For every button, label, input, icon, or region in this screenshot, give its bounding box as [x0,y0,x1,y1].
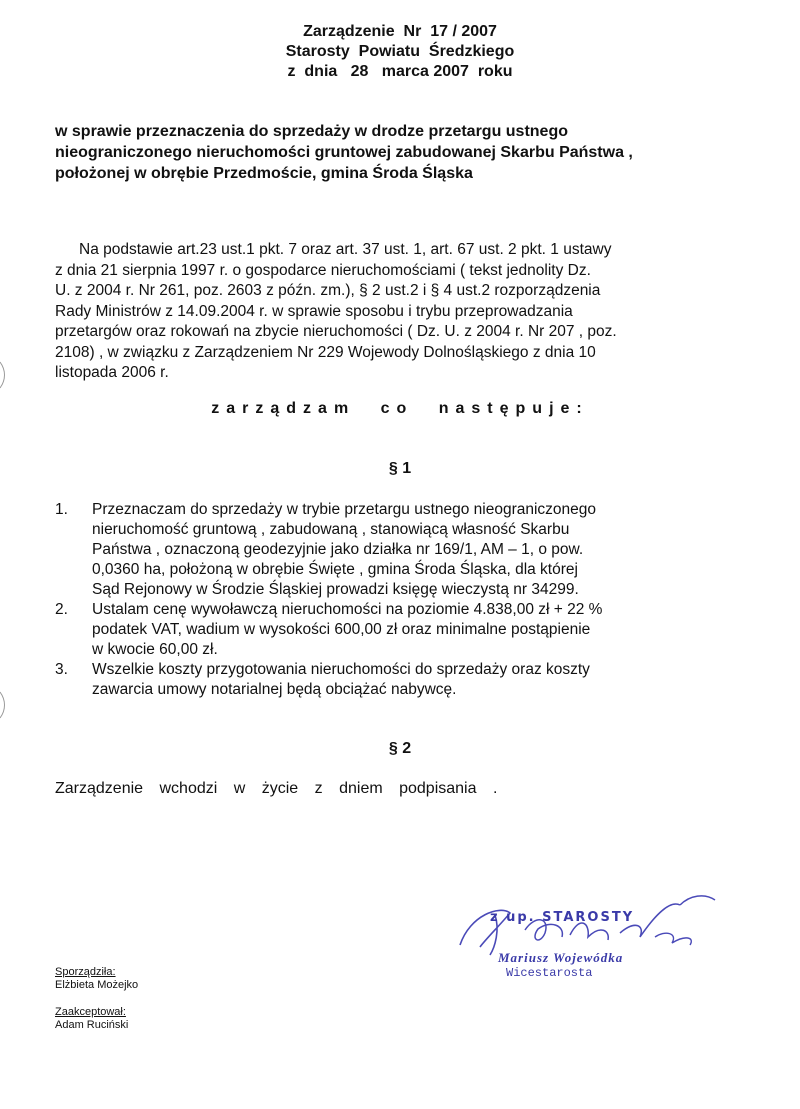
item-text [92,600,745,660]
item-line: Wszelkie koszty przygotowania nieruchomości do sprzedaży oraz koszty [92,661,590,678]
item-number: 1. [55,501,68,518]
prepared-by-name: Elżbieta Możejko [55,979,139,991]
section-1-list [55,500,745,700]
item-line: podatek VAT, wadium w wysokości 600,00 zł oraz minimalne postąpienie [92,621,591,638]
issuer: Starosty Powiatu Średzkiego [285,43,515,60]
decree-subject [55,121,735,184]
item-line: w kwocie 60,00 zł. [92,641,218,658]
subject-line: nieograniczonego nieruchomości gruntowej zabudowanej Skarbu Państwa , [55,144,633,161]
decree-number: Zarządzenie Nr 17 / 2007 [303,23,497,40]
item-line: zawarcia umowy notarialnej będą obciążać nabywcę. [92,681,457,698]
item-line: 0,0360 ha, położoną w obrębie Święte , gmina Środa Śląska, dla której [92,561,578,578]
section-1-heading: § 1 [388,460,412,477]
paragraph-line: listopada 2006 r. [55,364,169,381]
item-text [92,660,745,700]
subject-line: położonej w obrębie Przedmoście, gmina Środa Śląska [55,165,473,182]
item-line: nieruchomość gruntową , zabudowaną , stanowiącą własność Skarbu [92,521,570,538]
accepted-by-label: Zaakceptował: [55,1006,126,1018]
paragraph-line: U. z 2004 r. Nr 261, poz. 2603 z późn. zm.), § 2 ust.2 i § 4 ust.2 rozporządzenia [55,282,601,299]
stamp-name: Mariusz Wojewódka [498,950,624,965]
section-2-text: Zarządzenie wchodzi w życie z dniem podpisania . [55,780,498,797]
item-line: Ustalam cenę wywoławczą nieruchomości na poziomie 4.838,00 zł + 22 % [92,601,603,618]
paragraph-line: Rady Ministrów z 14.09.2004 r. w sprawie sposobu i trybu przeprowadzania [55,302,573,320]
prepared-by [55,966,138,992]
list-item [55,660,745,700]
item-number: 3. [55,661,68,678]
paragraph-line: 2108) , w związku z Zarządzeniem Nr 229 Wojewody Dolnośląskiego z dnia 10 [55,343,596,361]
section-2-heading: § 2 [388,740,412,757]
item-line: Przeznaczam do sprzedaży w trybie przetargu ustnego nieograniczonego [92,501,597,518]
legal-basis-paragraph [55,240,745,384]
paragraph-line: Na podstawie art.23 ust.1 pkt. 7 oraz art. 37 ust. 1, art. 67 ust. 2 pkt. 1 ustawy [79,241,612,258]
decree-statement: zarządzam co następuje: [211,400,589,417]
punch-hole-mark [0,690,8,720]
paragraph-line: z dnia 21 sierpnia 1997 r. o gospodarce nieruchomościami ( tekst jednolity Dz. [55,261,591,279]
item-line: Sąd Rejonowy w Środzie Śląskiej prowadzi księgę wieczystą nr 34299. [92,581,579,598]
decree-date: z dnia 28 marca 2007 roku [287,63,513,80]
item-text [92,500,745,600]
prepared-by-label: Sporządziła: [55,966,116,978]
punch-hole-mark [0,360,8,390]
stamp-title: z up. STAROSTY [490,910,635,925]
accepted-by-name: Adam Ruciński [55,1019,129,1031]
list-item [55,500,745,600]
item-line: Państwa , oznaczoną geodezyjnie jako działka nr 169/1, AM – 1, o pow. [92,541,584,558]
document-header [0,22,800,82]
paragraph-line: przetargów oraz rokowań na zbycie nieruchomości ( Dz. U. z 2004 r. Nr 207 , poz. [55,323,617,340]
subject-line: w sprawie przeznaczenia do sprzedaży w drodze przetargu ustnego [55,123,568,140]
item-number: 2. [55,601,68,618]
accepted-by [55,1006,128,1032]
list-item [55,600,745,660]
stamp-role: Wicestarosta [506,966,593,980]
